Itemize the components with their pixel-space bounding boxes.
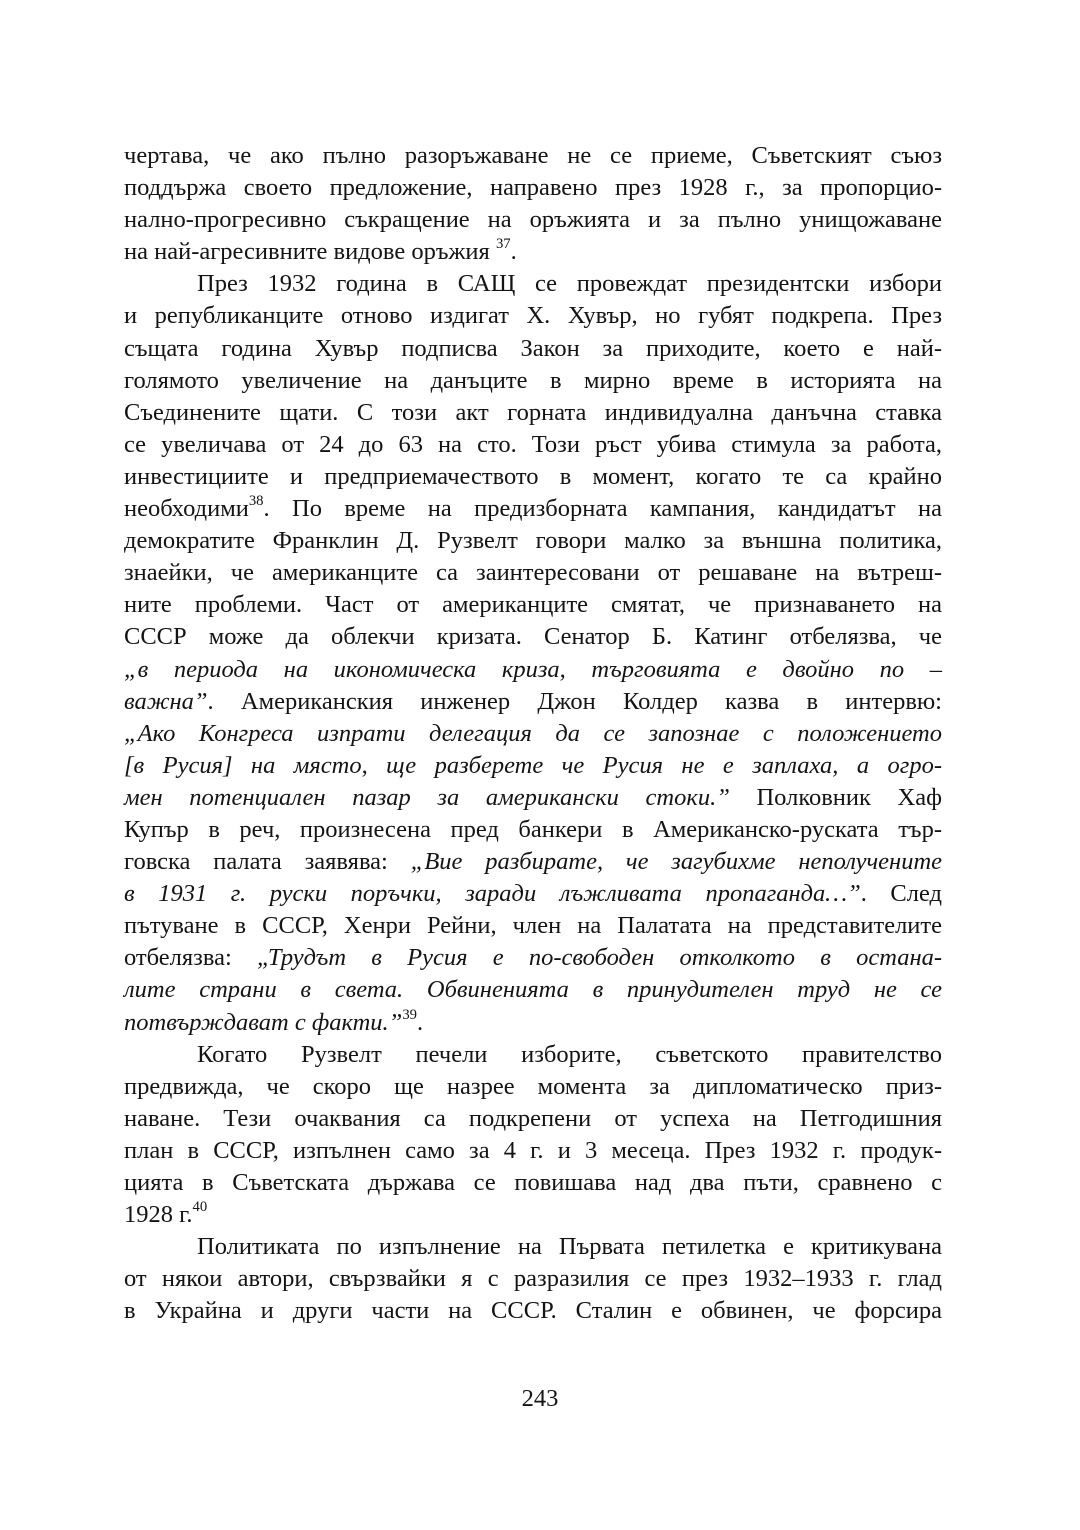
text-line <box>124 1103 942 1135</box>
footnote-ref: 38 <box>248 493 264 510</box>
text-span: чертава, че ако пълно разоръжаване не се приеме, Съветският съюз <box>124 142 942 169</box>
quote-text: лите страни в света. Обвиненията в принудителен труд не се <box>124 976 942 1004</box>
text-line <box>124 686 942 718</box>
text-span: инвестициите и предприемачеството в момент, когато те са крайно <box>124 462 942 490</box>
text-line <box>124 1263 942 1295</box>
text-line <box>124 493 942 525</box>
text-span: същата година Хувър подписва Закон за приходите, което е най- <box>124 334 942 362</box>
text-span: голямото увеличение на данъците в мирно време в историята на <box>124 366 942 394</box>
text-line <box>124 1135 942 1167</box>
text-span: . <box>417 1008 424 1036</box>
text-span: 1928 г. <box>124 1201 193 1229</box>
text-line <box>124 397 942 429</box>
quote-text: „Вие разбирате, че загубихме неполучените <box>410 848 943 876</box>
text-line <box>124 750 942 782</box>
text-line <box>124 525 942 557</box>
text-span: През 1932 година в САЩ се провеждат президентски избори <box>197 270 942 298</box>
text-span: . Американския инженер Джон Колдер казва в интервю: <box>207 687 942 715</box>
text-span: Купър в реч, произнесена пред банкери в Американско-руската тър- <box>124 815 942 843</box>
quote-text: важна” <box>124 687 208 715</box>
text-span: предвижда, че скоро ще назрее момента за дипломатическо приз- <box>124 1072 942 1100</box>
text-span: Съединените щати. С този акт горната индивидуална данъчна ставка <box>124 398 942 426</box>
text-span: демократите Франклин Д. Рузвелт говори малко за външна политика, <box>124 527 942 555</box>
text-line <box>124 1199 942 1231</box>
footnote-ref: 40 <box>192 1199 208 1216</box>
text-line <box>124 782 942 814</box>
text-span: нално-прогресивно съкращение на оръжията и за пълно унищожаване <box>124 206 942 234</box>
text-span: от някои автори, свързвайки я с разразилия се през 1932–1933 г. глад <box>124 1265 942 1293</box>
quote-text: „Ако Конгреса изпрати делегация да се запознае с положението <box>124 719 942 747</box>
text-span: говска палата заявява: <box>124 848 411 876</box>
text-line <box>124 204 942 236</box>
text-line <box>124 910 942 942</box>
text-line <box>124 236 942 268</box>
text-span: цията в Съветската държава се повишава над два пъти, сравнено с <box>124 1169 942 1196</box>
text-line <box>124 1295 942 1327</box>
quote-text: в 1931 г. руски поръчки, заради лъжливата пропаганда…” <box>124 880 861 908</box>
text-line <box>124 1071 942 1103</box>
text-line <box>124 1039 942 1071</box>
text-line <box>124 718 942 750</box>
text-line <box>124 429 942 461</box>
footnote-ref: 39 <box>402 1006 417 1023</box>
text-line <box>124 140 942 172</box>
text-line <box>124 557 942 589</box>
quote-text: „в периода на икономическа криза, търговията е двойно по – <box>124 655 942 683</box>
text-line <box>124 621 942 653</box>
text-line <box>124 172 942 204</box>
text-span: план в СССР, изпълнен само за 4 г. и 3 месеца. През 1932 г. продук- <box>124 1136 942 1164</box>
quote-text: [в Русия] на място, ще разберете че Русия не е заплаха, а огро- <box>124 751 942 779</box>
text-line <box>124 365 942 397</box>
text-line <box>124 846 942 878</box>
quote-text: мен потенциален пазар за американски стоки.” <box>124 783 730 811</box>
text-span: поддържа своето предложение, направено през 1928 г., за пропорцио- <box>124 174 942 202</box>
text-line <box>124 461 942 493</box>
text-line <box>124 654 942 686</box>
text-span: в Украйна и други части на СССР. Сталин е обвинен, че форсира <box>124 1297 942 1325</box>
text-span: СССР може да облекчи кризата. Сенатор Б. Катинг отбелязва, че <box>124 623 942 651</box>
text-line <box>124 268 942 300</box>
page-number: 243 <box>521 1385 559 1412</box>
body-text <box>124 140 942 1327</box>
text-span: се увеличава от 24 до 63 на сто. Този ръст убива стимула за работа, <box>124 430 942 458</box>
text-span: знаейки, че американците са заинтересовани от решаване на вътреш- <box>124 559 942 587</box>
text-line <box>124 1167 942 1199</box>
text-line <box>124 589 942 621</box>
text-span: . По време на предизборната кампания, кандидатът на <box>263 495 942 523</box>
text-span: ните проблеми. Част от американците смятат, че признаването на <box>124 591 942 619</box>
text-span: пътуване в СССР, Хенри Рейни, член на Палатата на представителите <box>124 912 942 940</box>
text-line <box>124 333 942 365</box>
text-span: . <box>510 238 517 266</box>
text-span: необходими <box>124 495 249 523</box>
text-span: Когато Рузвелт печели изборите, съветското правителство <box>197 1040 942 1068</box>
text-span: отбелязва: <box>124 944 257 972</box>
text-line <box>124 300 942 332</box>
text-span: Политиката по изпълнение на Първата петилетка е критикувана <box>197 1233 942 1261</box>
quote-text: „Трудът в Русия е по-свободен отколкото в остана- <box>256 944 943 972</box>
text-line <box>124 878 942 910</box>
text-span: . След <box>860 880 943 908</box>
text-span: наване. Тези очаквания са подкрепени от успеха на Петгодишния <box>124 1104 942 1132</box>
text-span: и републиканците отново издигат Х. Хувър, но губят подкрепа. През <box>124 302 942 330</box>
text-line <box>124 1007 942 1039</box>
text-line <box>124 1231 942 1263</box>
quote-text: потвърждават с факти.” <box>124 1008 403 1036</box>
text-line <box>124 974 942 1006</box>
text-span: Полковник Хаф <box>729 783 942 811</box>
footnote-ref: 37 <box>495 236 511 253</box>
text-line <box>124 942 942 974</box>
text-span: на най-агресивните видове оръжия <box>124 238 496 266</box>
text-line <box>124 814 942 846</box>
